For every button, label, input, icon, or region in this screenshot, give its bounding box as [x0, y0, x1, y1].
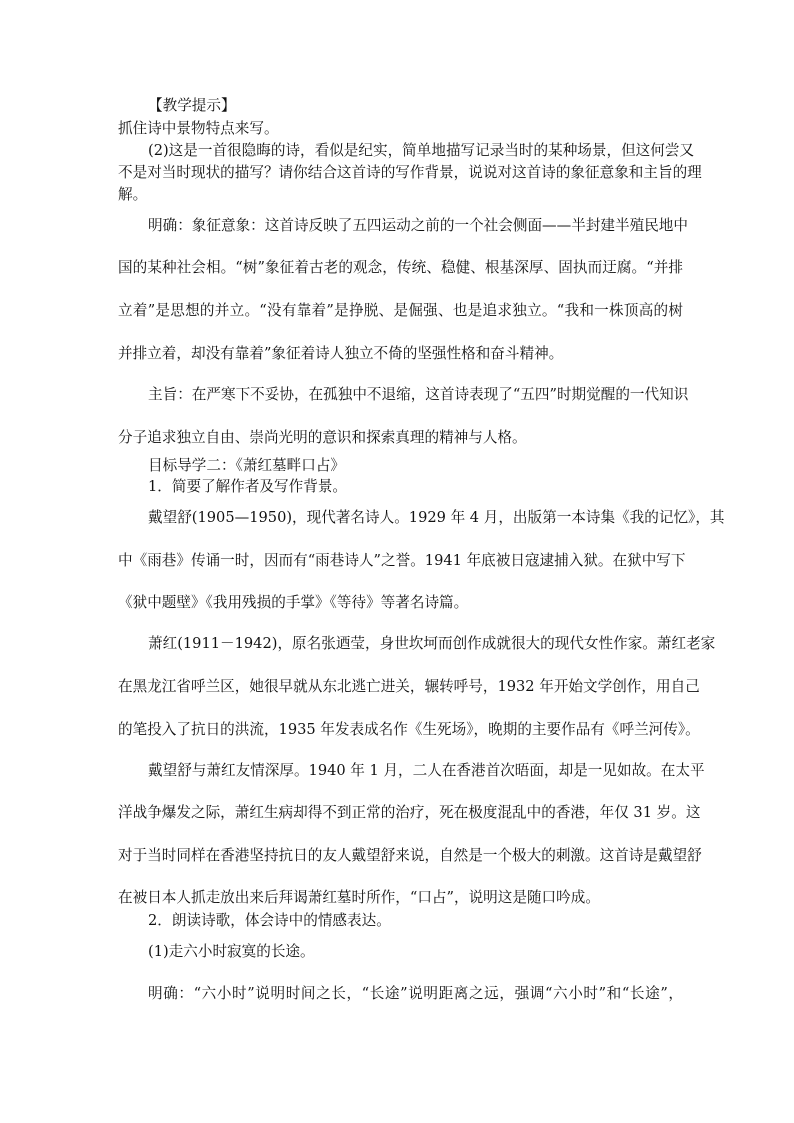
- text-line-2: (2)这是一首很隐晦的诗，看似是纪实，简单地描写记录当时的某种场景，但这何尝又: [148, 142, 695, 159]
- friendship-line-4: 在被日本人抓走放出来后拜谒萧红墓时所作，“口占”，说明这是随口吟成。: [118, 889, 600, 906]
- author-line-3: 《狱中题壁》《我用残损的手掌》《等待》等著名诗篇。: [118, 594, 469, 611]
- paragraph-line-1: 明确：象征意象：这首诗反映了五四运动之前的一个社会侧面——半封建半殖民地中: [148, 217, 688, 234]
- xiaohong-line-2: 在黑龙江省呼兰区，她很早就从东北逃亡进关，辗转呼号，1932 年开始文学创作，用自己: [118, 678, 700, 695]
- theme-line-1: 主旨：在严寒下不妥协，在孤独中不退缩，这首诗表现了“五四”时期觉醒的一代知识: [148, 386, 689, 403]
- xiaohong-line-3: 的笔投入了抗日的洪流，1935 年发表成名作《生死场》，晚期的主要作品有《呼兰河传》。: [118, 721, 700, 738]
- theme-line-2: 分子追求独立自由、崇尚光明的意识和探索真理的精神与人格。: [118, 429, 527, 446]
- text-line-1: 抓住诗中景物特点来写。: [118, 120, 279, 137]
- question-line: (1)走六小时寂寞的长途。: [148, 943, 315, 960]
- goal-heading: 目标导学二：《萧红墓畔口占》: [148, 457, 346, 474]
- friendship-line-3: 对于当时同样在香港坚持抗日的友人戴望舒来说，自然是一个极大的刺激。这首诗是戴望舒: [118, 847, 702, 864]
- friendship-line-2: 洋战争爆发之际，萧红生病却得不到正常的治疗，死在极度混乱中的香港，年仅 31 岁。这: [118, 804, 701, 821]
- author-line-1: 戴望舒(1905—1950)，现代著名诗人。1929 年 4 月，出版第一本诗集《我的记忆》，其: [148, 509, 725, 526]
- task-1: 1．简要了解作者及写作背景。: [148, 478, 348, 495]
- text-line-4: 解。: [118, 186, 148, 203]
- author-line-2: 中《雨巷》传诵一时，因而有“雨巷诗人”之誉。1941 年底被日寇逮捕入狱。在狱中写下: [118, 552, 686, 569]
- paragraph-line-2: 国的某种社会相。“树”象征着古老的观念，传统、稳健、根基深厚、固执而迂腐。“并排: [118, 259, 683, 276]
- text-line-3: 不是对当时现状的描写？请你结合这首诗的写作背景，说说对这首诗的象征意象和主旨的理: [118, 164, 702, 181]
- section-heading: 【教学提示】: [148, 97, 236, 114]
- paragraph-line-4: 并排立着，却没有靠着”象征着诗人独立不倚的坚强性格和奋斗精神。: [118, 345, 564, 362]
- paragraph-line-3: 立着”是思想的并立。“没有靠着”是挣脱、是倔强、也是追求独立。“我和一株顶高的树: [118, 302, 683, 319]
- friendship-line-1: 戴望舒与萧红友情深厚。1940 年 1 月，二人在香港首次晤面，却是一见如故。在太平: [148, 762, 705, 779]
- xiaohong-line-1: 萧红(1911－1942)，原名张迺莹，身世坎坷而创作成就很大的现代女性作家。萧红老家: [148, 635, 716, 652]
- task-2: 2．朗读诗歌，体会诗中的情感表达。: [148, 912, 391, 929]
- answer-line: 明确：“六小时”说明时间之长，“长途”说明距离之远，强调“六小时”和“长途”，: [148, 985, 683, 1002]
